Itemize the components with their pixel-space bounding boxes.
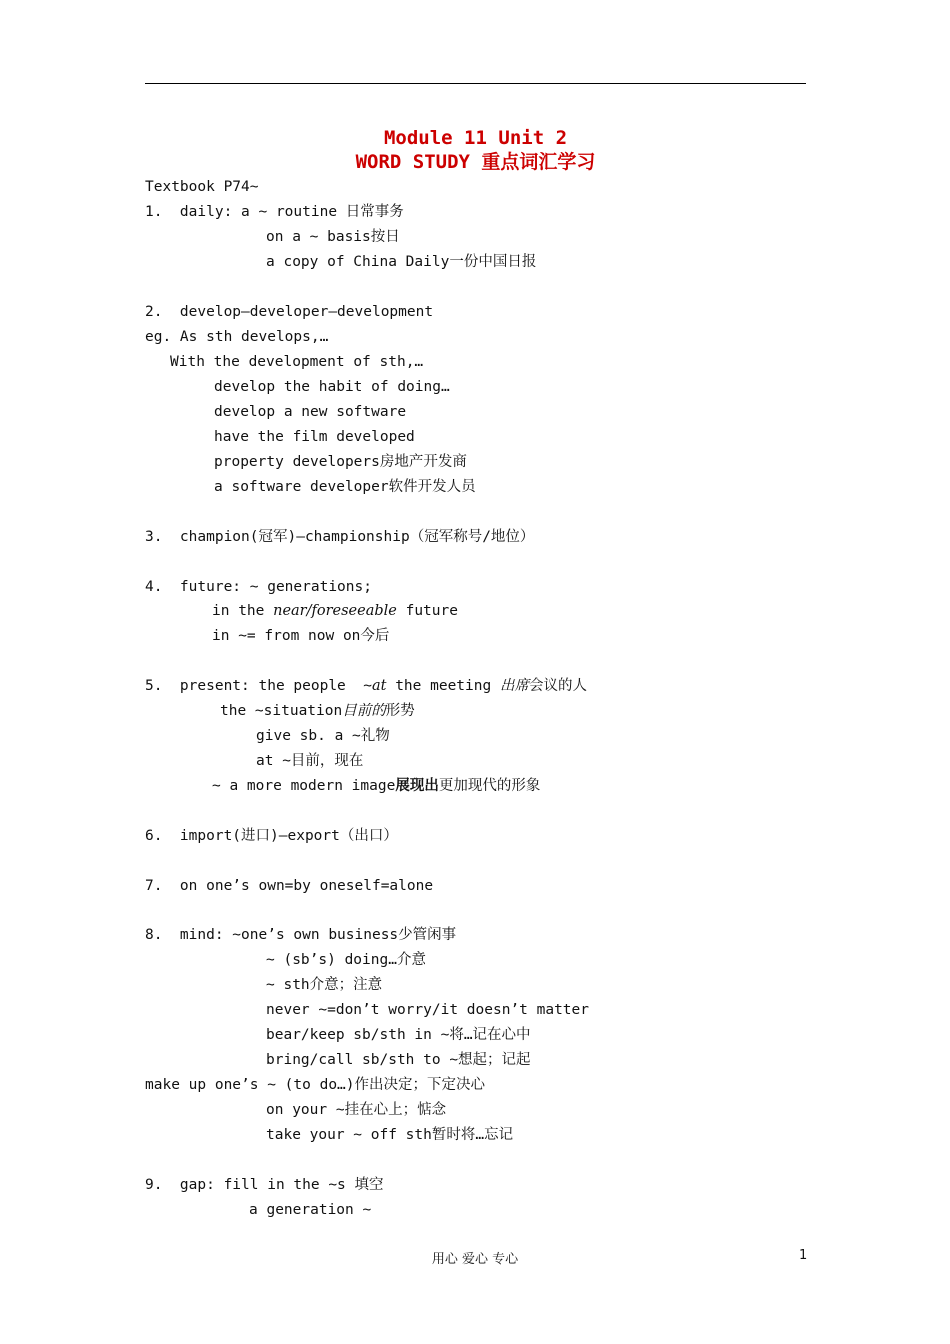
item-8-line: make up one’s ~ (to do…)作出决定；下定决心 bbox=[145, 1077, 486, 1093]
item-1-head: 1. daily: a ~ routine 日常事务 bbox=[145, 204, 404, 220]
item-1-line: a copy of China Daily一份中国日报 bbox=[266, 254, 537, 270]
item-5-head: 5. present: the people ~at the meeting 出席会议的人 bbox=[145, 678, 587, 694]
header-rule bbox=[145, 83, 806, 84]
item-5-line: give sb. a ~礼物 bbox=[256, 728, 390, 744]
item-5-line: at ~目前，现在 bbox=[256, 753, 364, 769]
page-number: 1 bbox=[799, 1248, 808, 1263]
item-8-line: never ~=don’t worry/it doesn’t matter bbox=[266, 1002, 590, 1018]
item-5-line: ~ a more modern image展现出更加现代的形象 bbox=[212, 778, 541, 794]
item-9-head: 9. gap: fill in the ~s 填空 bbox=[145, 1177, 384, 1193]
item-4-line: in the near/foreseeable future bbox=[212, 603, 458, 619]
item-2-eg: eg. As sth develops,… bbox=[145, 329, 329, 345]
item-4-line: in ~= from now on今后 bbox=[212, 628, 390, 644]
item-6-head: 6. import(进口)—export（出口） bbox=[145, 828, 398, 844]
item-9-line: a generation ~ bbox=[249, 1202, 372, 1218]
item-1-line: on a ~ basis按日 bbox=[266, 229, 400, 245]
item-8-head: 8. mind: ~one’s own business少管闲事 bbox=[145, 927, 457, 943]
item-8-line: take your ~ off sth暂时将…忘记 bbox=[266, 1127, 514, 1143]
item-8-line: bear/keep sb/sth in ~将…记在心中 bbox=[266, 1027, 531, 1043]
item-7-head: 7. on one’s own=by oneself=alone bbox=[145, 878, 434, 894]
item-4-head: 4. future: ~ generations; bbox=[145, 579, 372, 595]
page-footer: 用心 爱心 专心 bbox=[431, 1252, 519, 1267]
item-8-line: ~ (sb’s) doing…介意 bbox=[266, 952, 426, 968]
item-2-line: develop the habit of doing… bbox=[214, 379, 450, 395]
item-3-head: 3. champion(冠军)—championship（冠军称号/地位） bbox=[145, 529, 535, 545]
item-2-line: With the development of sth,… bbox=[170, 354, 424, 370]
textbook-ref: Textbook P74~ bbox=[145, 179, 259, 195]
item-2-line: develop a new software bbox=[214, 404, 407, 420]
page-title: Module 11 Unit 2 bbox=[383, 127, 568, 149]
page-subtitle: WORD STUDY 重点词汇学习 bbox=[355, 151, 596, 173]
item-8-line: bring/call sb/sth to ~想起；记起 bbox=[266, 1052, 531, 1068]
item-8-line: on your ~挂在心上；惦念 bbox=[266, 1102, 447, 1118]
item-8-line: ~ sth介意；注意 bbox=[266, 977, 383, 993]
item-5-line: the ~situation目前的形势 bbox=[220, 703, 415, 719]
item-2-head: 2. develop—developer—development bbox=[145, 304, 434, 320]
item-2-line: have the film developed bbox=[214, 429, 415, 445]
item-2-line: property developers房地产开发商 bbox=[214, 454, 467, 470]
item-2-line: a software developer软件开发人员 bbox=[214, 479, 476, 495]
